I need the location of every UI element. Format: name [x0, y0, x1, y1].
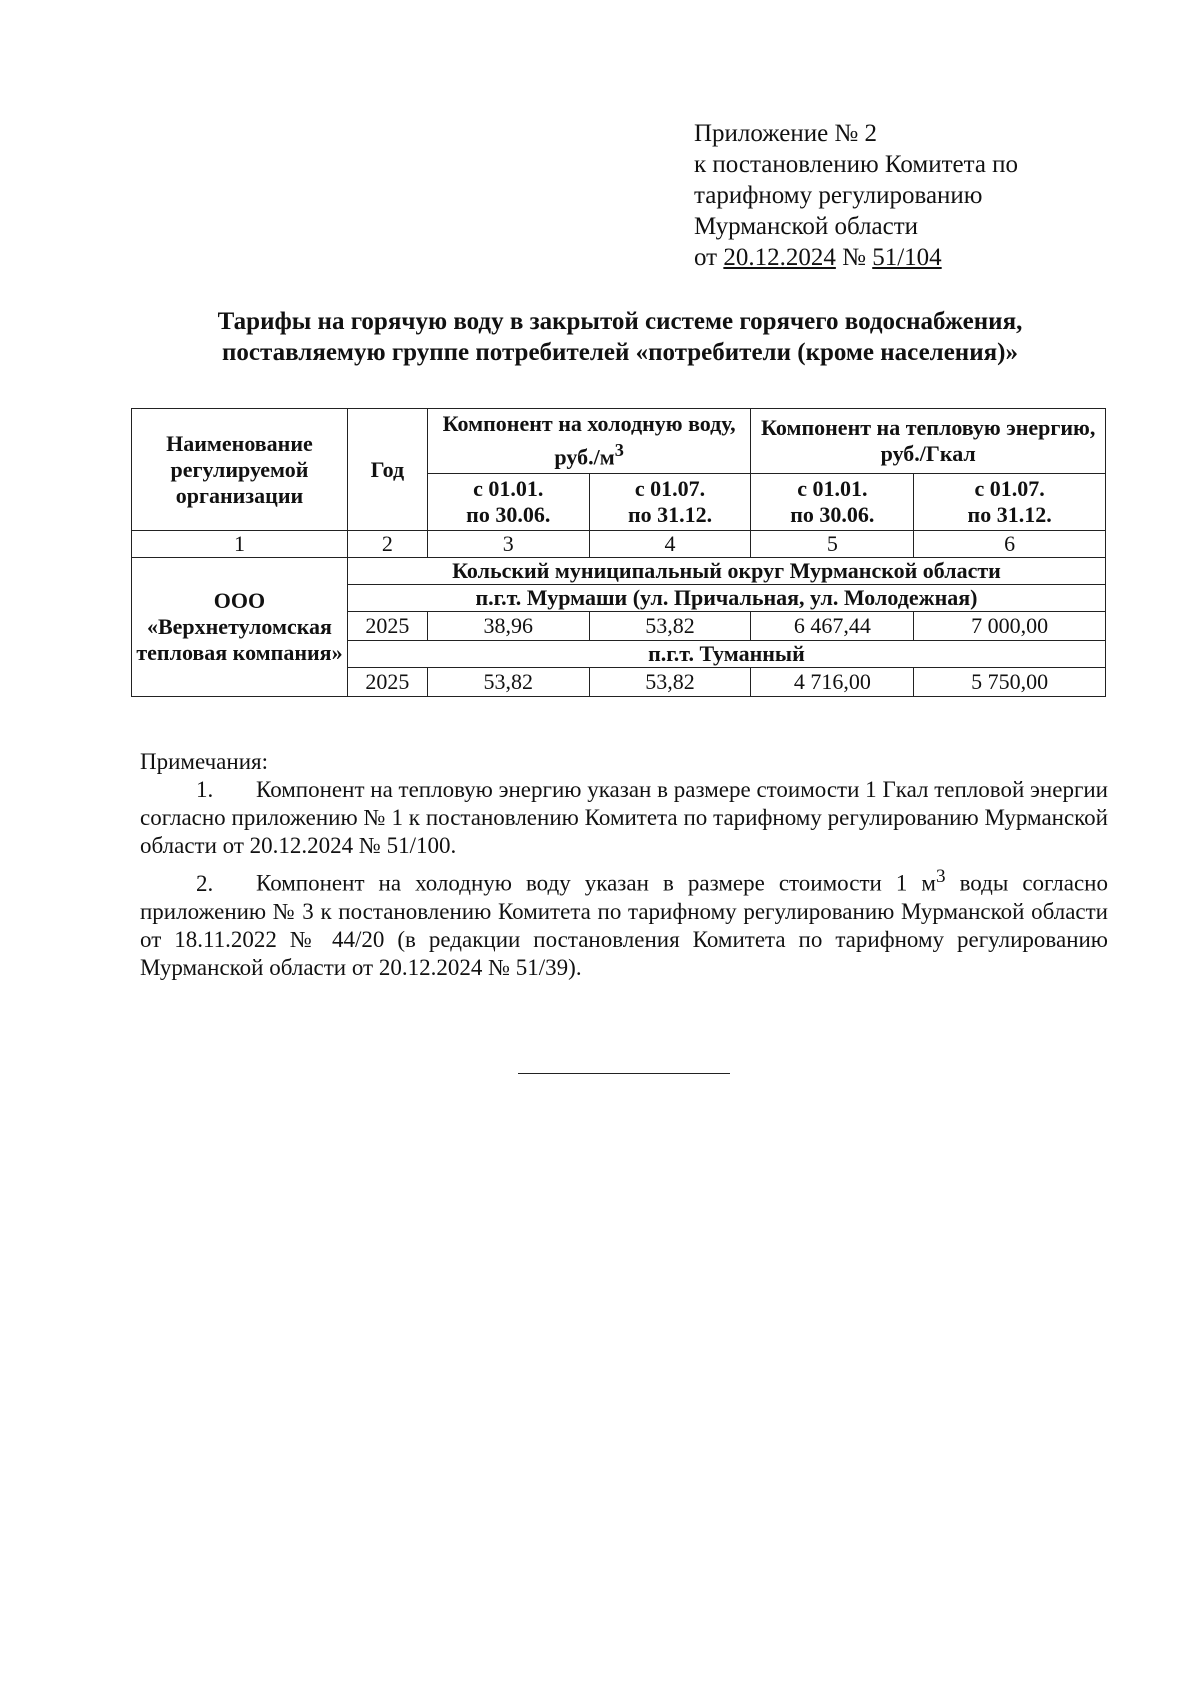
note-text-cont: воды согласно приложению № 3 к постановлению Комитета по тарифному регулированию Мурманской области от 18.11.2022 № 44/20 (в редакции постановления Комитета по тарифному регулированию Мурманской области от 20.12.2024 № 51/39). — [140, 870, 1108, 980]
col-number: 6 — [914, 531, 1106, 558]
table-header-row — [132, 409, 1106, 474]
note-item — [140, 863, 1108, 982]
note-number: 1. — [196, 777, 214, 802]
note-item — [140, 776, 1108, 860]
district-name: Кольский муниципальный округ Мурманской области — [347, 558, 1105, 585]
col-number: 3 — [427, 531, 589, 558]
cold-water-h2-cell: 53,82 — [589, 612, 751, 641]
appendix-line-1: Приложение № 2 — [694, 120, 878, 147]
notes-section — [140, 748, 1108, 985]
note-text: Компонент на холодную воду указан в размере стоимости 1 м — [256, 870, 936, 896]
document-title — [130, 306, 1110, 368]
number-prefix: № — [835, 244, 873, 271]
region-name: п.г.т. Туманный — [347, 641, 1105, 668]
cold-water-h1-cell: 38,96 — [427, 612, 589, 641]
note-text: Компонент на тепловую энергию указан в размере стоимости 1 Гкал тепловой энергии согласно приложению № 1 к постановлению Комитета по тарифному регулированию Мурманской области от 20.12.2024 № 51/100. — [140, 777, 1108, 858]
date-prefix: от — [694, 244, 724, 271]
cold-water-h2-cell: 53,82 — [589, 668, 751, 697]
title-line-2: поставляемую группе потребителей «потребители (кроме населения)» — [222, 339, 1018, 366]
header-thermal: Компонент на тепловую энергию, руб./Гкал — [751, 409, 1106, 474]
appendix-number: 51/104 — [872, 244, 942, 271]
appendix-line-4: Мурманской области — [694, 213, 919, 240]
header-cold-period-2: с 01.07. по 31.12. — [589, 474, 751, 531]
appendix-line-2: к постановлению Комитета по — [694, 151, 1019, 178]
col-number: 2 — [347, 531, 427, 558]
title-line-1: Тарифы на горячую воду в закрытой системе горячего водоснабжения, — [217, 308, 1023, 335]
appendix-line-3: тарифному регулированию — [694, 182, 983, 209]
appendix-block — [694, 118, 1114, 273]
header-org: Наименование регулируемой организации — [132, 409, 348, 531]
notes-heading: Примечания: — [140, 749, 268, 774]
year-cell: 2025 — [347, 668, 427, 697]
region-name: п.г.т. Мурмаши (ул. Причальная, ул. Молодежная) — [347, 585, 1105, 612]
header-year: Год — [347, 409, 427, 531]
tariff-table — [131, 408, 1106, 697]
header-cold-water: Компонент на холодную воду, $руб./м^3$ — [427, 409, 751, 474]
note-sup: 3 — [935, 866, 946, 887]
thermal-h2-cell: 5 750,00 — [914, 668, 1106, 697]
note-number: 2. — [196, 870, 214, 896]
year-cell: 2025 — [347, 612, 427, 641]
thermal-h1-cell: 6 467,44 — [751, 612, 914, 641]
appendix-date-line — [694, 242, 1114, 273]
appendix-date: 20.12.2024 — [723, 244, 836, 271]
cold-water-h1-cell: 53,82 — [427, 668, 589, 697]
district-row — [132, 558, 1106, 585]
header-cold-period-1: с 01.01. по 30.06. — [427, 474, 589, 531]
col-number: 4 — [589, 531, 751, 558]
organization-name: ООО «Верхнетуломская тепловая компания» — [132, 558, 348, 697]
col-number: 1 — [132, 531, 348, 558]
header-thermal-period-1: с 01.01. по 30.06. — [751, 474, 914, 531]
end-divider — [518, 1073, 730, 1074]
cold-water-sup: 3 — [614, 440, 624, 461]
thermal-h1-cell: 4 716,00 — [751, 668, 914, 697]
column-number-row — [132, 531, 1106, 558]
col-number: 5 — [751, 531, 914, 558]
thermal-h2-cell: 7 000,00 — [914, 612, 1106, 641]
header-thermal-period-2: с 01.07. по 31.12. — [914, 474, 1106, 531]
